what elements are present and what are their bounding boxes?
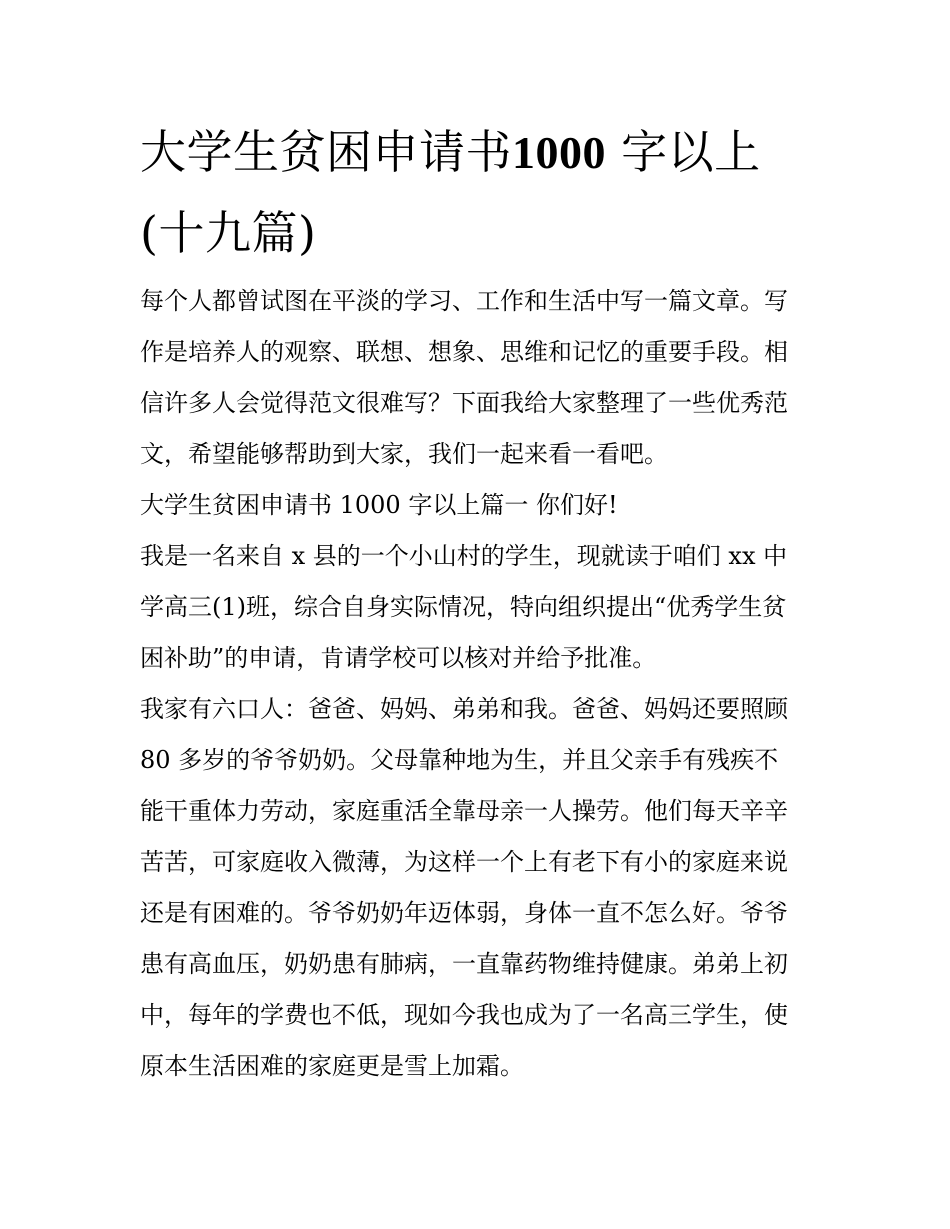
text-line: 文，希望能够帮助到大家，我们一起来看一看吧。 [140,440,668,468]
text-line: 信许多人会觉得范文很难写？下面我给大家整理了一些优秀范 [140,389,788,417]
text-line: 患有高血压，奶奶患有肺病，一直靠药物维持健康。弟弟上初 [140,950,788,978]
paragraph-section-heading [140,480,815,531]
paragraph-intro [140,276,815,480]
paragraph-self-intro [140,531,815,684]
text-line: 中，每年的学费也不低，现如今我也成为了一名高三学生，使 [140,1001,788,1029]
text-line: 苦苦，可家庭收入微薄，为这样一个上有老下有小的家庭来说 [140,848,788,876]
document-body [140,276,815,1092]
paragraph-family [140,684,815,1092]
title-text-part1: 大学生贫困申请书 [140,125,512,179]
text-line: 困补助”的申请，肯请学校可以核对并给予批准。 [140,644,657,672]
text-line: 我是一名来自 x 县的一个小山村的学生，现就读于咱们 xx 中 [140,542,788,570]
title-number: 1000 [512,127,606,178]
text-line: 80 多岁的爷爷奶奶。父母靠种地为生，并且父亲手有残疾不 [140,746,779,774]
text-line: 作是培养人的观察、联想、想象、思维和记忆的重要手段。相 [140,338,788,366]
text-line: 大学生贫困申请书 1000 字以上篇一 你们好! [140,491,618,519]
document-title [140,112,830,273]
title-text-part2: 字以上 [621,125,761,179]
text-line: 原本生活困难的家庭更是雪上加霜。 [140,1052,524,1080]
text-line: 还是有困难的。爷爷奶奶年迈体弱，身体一直不怎么好。爷爷 [140,899,788,927]
text-line: 我家有六口人：爸爸、妈妈、弟弟和我。爸爸、妈妈还要照顾 [140,695,788,723]
text-line: 每个人都曾试图在平淡的学习、工作和生活中写一篇文章。写 [140,287,788,315]
text-line: 能干重体力劳动，家庭重活全靠母亲一人操劳。他们每天辛辛 [140,797,788,825]
text-line: 学高三(1)班，综合自身实际情况，特向组织提出“优秀学生贫 [140,593,787,621]
title-line-2: (十九篇) [140,206,317,260]
